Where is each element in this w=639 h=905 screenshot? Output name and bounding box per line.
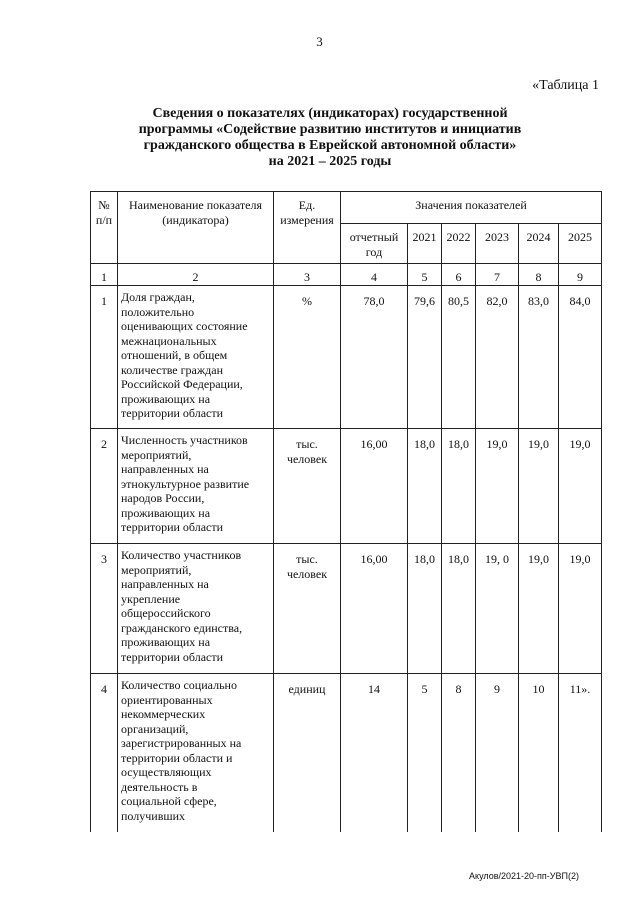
row-name-line: общероссийского <box>121 606 211 620</box>
row-name-line: мероприятий, <box>121 447 192 462</box>
row-name-line: Количество участников <box>121 548 242 562</box>
row-name-line: деятельность в <box>121 779 198 794</box>
column-number: 1 <box>91 264 118 286</box>
row-unit-line: % <box>302 294 312 308</box>
header-unit <box>274 192 341 264</box>
row-unit <box>274 286 341 429</box>
row-value: 18,0 <box>408 429 442 544</box>
document-footer-code: Акулов/2021-20-пп-УВП(2) <box>469 871 579 881</box>
row-value: 19,0 <box>476 429 519 544</box>
row-name-line: социальной сфере, <box>121 794 217 808</box>
document-title <box>90 106 570 170</box>
header-year: 2025 <box>559 224 602 264</box>
row-name-line: Количество социально <box>121 678 237 692</box>
row-name <box>118 286 274 429</box>
header-report-year-line: год <box>365 244 383 259</box>
row-name-line: направленных на <box>121 577 209 591</box>
row-value: 80,5 <box>442 286 476 429</box>
table-row <box>91 674 602 832</box>
row-name-line: положительно <box>121 304 195 319</box>
title-line: гражданского общества в Еврейской автономной области» <box>143 138 517 153</box>
column-number: 2 <box>118 264 274 286</box>
column-number: 7 <box>476 264 519 286</box>
row-value: 84,0 <box>559 286 602 429</box>
row-value: 18,0 <box>442 544 476 674</box>
row-name-line: направленных на <box>121 462 209 476</box>
row-name-line: получивших <box>121 808 186 823</box>
header-report-year-line: отчетный <box>349 230 399 244</box>
column-number: 9 <box>559 264 602 286</box>
row-value: 10 <box>519 674 559 832</box>
row-unit <box>274 544 341 674</box>
title-line: Сведения о показателях (индикаторах) государственной <box>152 106 508 121</box>
row-name-line: Доля граждан, <box>121 290 195 304</box>
column-number: 4 <box>341 264 408 286</box>
row-name-line: мероприятий, <box>121 562 192 577</box>
header-values-group: Значения показателей <box>341 192 602 224</box>
row-name-line: Численность участников <box>121 433 248 447</box>
row-name-line: народов России, <box>121 491 205 505</box>
column-number: 5 <box>408 264 442 286</box>
page-number: 3 <box>316 34 323 49</box>
row-unit <box>274 674 341 832</box>
header-name-line: (индикатора) <box>162 212 229 227</box>
table-label: «Таблица 1 <box>532 78 599 93</box>
row-num: 3 <box>91 544 118 674</box>
row-name-line: количестве граждан <box>121 362 224 377</box>
row-name-line: межнациональных <box>121 333 217 348</box>
row-name-line: укрепление <box>121 591 181 606</box>
row-name-line: некоммерческих <box>121 707 206 721</box>
header-name <box>118 192 274 264</box>
row-value: 19,0 <box>559 544 602 674</box>
header-num <box>91 192 118 264</box>
column-number: 8 <box>519 264 559 286</box>
row-name-line: проживающих на <box>121 635 211 649</box>
row-num: 1 <box>91 286 118 429</box>
header-year: 2022 <box>442 224 476 264</box>
table-row <box>91 544 602 674</box>
row-num: 4 <box>91 674 118 832</box>
header-unit-line: измерения <box>280 212 334 227</box>
row-report-value: 16,00 <box>341 429 408 544</box>
row-name-line: территории области и <box>121 750 233 765</box>
row-unit-line: тыс. <box>296 552 318 566</box>
row-name-line: Российской Федерации, <box>121 377 243 391</box>
row-num: 2 <box>91 429 118 544</box>
row-name-line: территории области <box>121 520 224 534</box>
row-name-line: территории области <box>121 406 224 420</box>
row-name-line: этнокультурное развитие <box>121 476 250 491</box>
row-value: 8 <box>442 674 476 832</box>
row-value: 18,0 <box>408 544 442 674</box>
row-name-line: проживающих на <box>121 505 211 520</box>
table-row <box>91 429 602 544</box>
row-unit <box>274 429 341 544</box>
row-report-value: 14 <box>341 674 408 832</box>
row-name-line: проживающих на <box>121 391 211 406</box>
table-row <box>91 286 602 429</box>
row-report-value: 16,00 <box>341 544 408 674</box>
title-line: на 2021 – 2025 годы <box>268 154 392 169</box>
header-year: 2024 <box>519 224 559 264</box>
row-name-line: оценивающих состояние <box>121 319 248 333</box>
row-value: 19,0 <box>519 544 559 674</box>
row-name <box>118 544 274 674</box>
row-unit-line: человек <box>286 566 328 581</box>
row-value: 19, 0 <box>476 544 519 674</box>
row-value: 79,6 <box>408 286 442 429</box>
row-unit-line: единиц <box>288 682 326 696</box>
row-report-value: 78,0 <box>341 286 408 429</box>
row-name <box>118 674 274 832</box>
header-num-line: № <box>98 198 110 212</box>
header-name-line: Наименование показателя <box>129 198 262 212</box>
header-num-line: п/п <box>95 212 113 227</box>
row-name-line: зарегистрированных на <box>121 736 242 750</box>
row-unit-line: человек <box>286 451 328 466</box>
row-name <box>118 429 274 544</box>
row-value: 9 <box>476 674 519 832</box>
row-value: 18,0 <box>442 429 476 544</box>
row-name-line: территории области <box>121 649 224 664</box>
header-year: 2021 <box>408 224 442 264</box>
row-name-line: ориентированных <box>121 692 213 707</box>
row-value: 19,0 <box>519 429 559 544</box>
header-year: 2023 <box>476 224 519 264</box>
row-value: 19,0 <box>559 429 602 544</box>
header-unit-line: Ед. <box>298 198 316 212</box>
row-name-line: отношений, в общем <box>121 348 228 362</box>
row-value: 11». <box>559 674 602 832</box>
header-report-year <box>341 224 408 264</box>
row-name-line: гражданского единства, <box>121 620 243 635</box>
row-value: 83,0 <box>519 286 559 429</box>
row-name-line: осуществляющих <box>121 765 212 779</box>
row-name-line: организаций, <box>121 721 189 736</box>
column-number: 6 <box>442 264 476 286</box>
row-unit-line: тыс. <box>296 437 318 451</box>
title-line: программы «Содействие развитию институтов и инициатив <box>138 122 522 137</box>
row-value: 5 <box>408 674 442 832</box>
indicators-table <box>90 191 602 832</box>
row-value: 82,0 <box>476 286 519 429</box>
column-number: 3 <box>274 264 341 286</box>
